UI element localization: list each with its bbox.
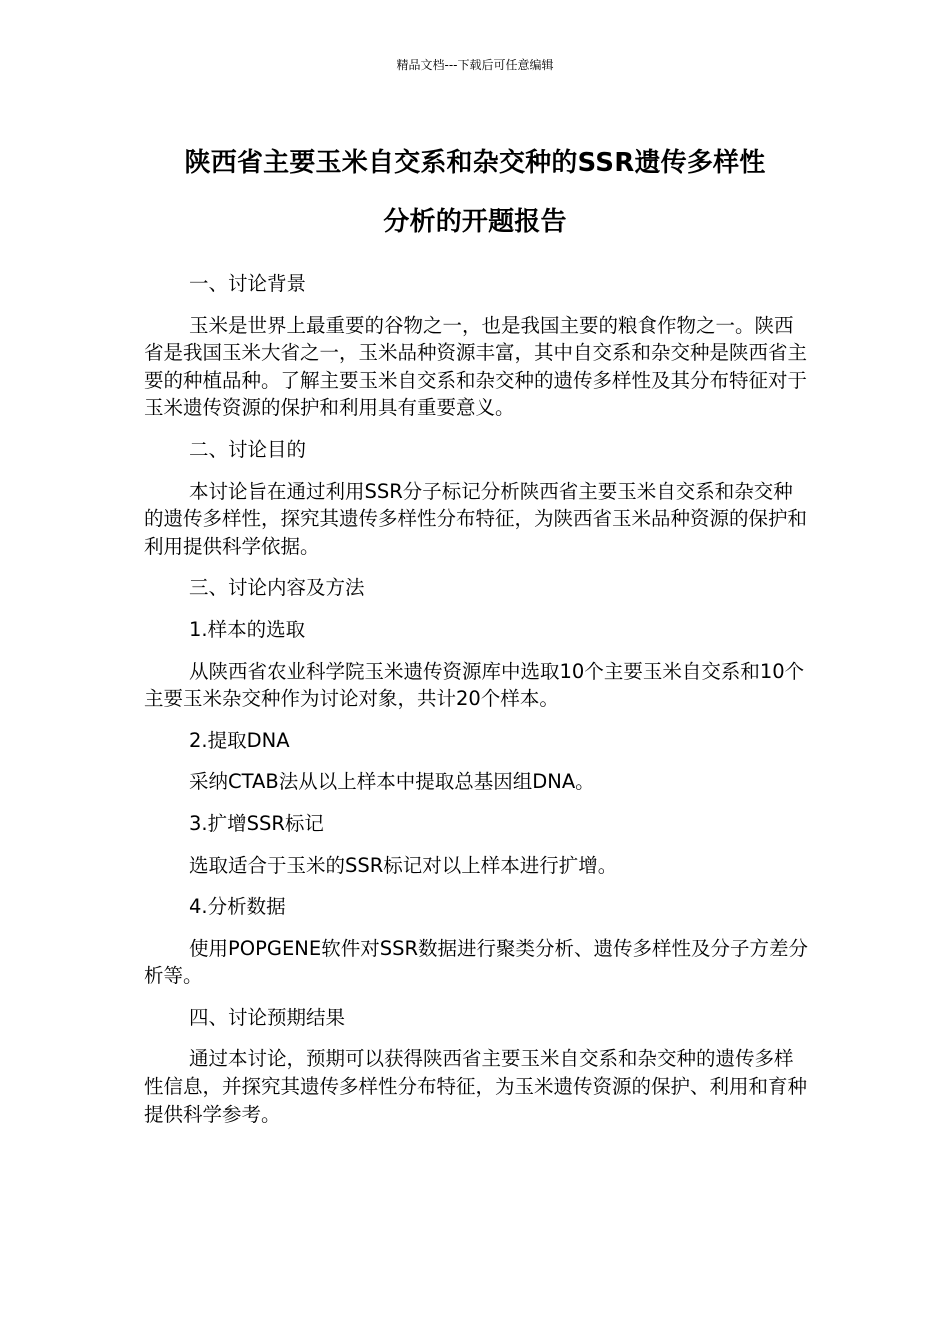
- title-line-2: 分析的开题报告: [383, 207, 567, 237]
- section-heading-purpose: 二、讨论目的: [189, 437, 307, 461]
- subsection-heading-sample-selection: 1.样本的选取: [189, 617, 306, 641]
- section-body-background: 玉米是世界上最重要的谷物之一，也是我国主要的粮食作物之一。陕西省是我国玉米大省之一，玉米品种资源丰富，其中自交系和杂交种是陕西省主要的种植品种。了解主要玉米自交系和杂交种的遗传多样性及其分布特征对于玉米遗传资源的保护和利用具有重要意义。: [144, 313, 808, 420]
- subsection-heading-ssr-amplification: 3.扩增SSR标记: [189, 811, 324, 835]
- title-line-1: 陕西省主要玉米自交系和杂交种的SSR遗传多样性: [184, 148, 766, 178]
- section-heading-methods: 三、讨论内容及方法: [189, 576, 365, 600]
- subsection-body-dna-extraction: 采纳CTAB法从以上样本中提取总基因组DNA。: [189, 770, 595, 794]
- subsection-body-ssr-amplification: 选取适合于玉米的SSR标记对以上样本进行扩增。: [189, 853, 618, 877]
- document-title: [120, 134, 830, 252]
- header-note: 精品文档---下载后可任意编辑: [396, 58, 554, 72]
- subsection-body-sample-selection: 从陕西省农业科学院玉米遗传资源库中选取10个主要玉米自交系和10个主要玉米杂交种作为讨论对象，共计20个样本。: [144, 659, 805, 711]
- subsection-heading-dna-extraction: 2.提取DNA: [189, 728, 290, 752]
- subsection-heading-data-analysis: 4.分析数据: [189, 895, 286, 919]
- subsection-body-data-analysis: 使用POPGENE软件对SSR数据进行聚类分析、遗传多样性及分子方差分析等。: [144, 936, 809, 988]
- section-heading-background: 一、讨论背景: [189, 272, 307, 295]
- section-heading-expected-results: 四、讨论预期结果: [189, 1005, 346, 1029]
- section-body-purpose: 本讨论旨在通过利用SSR分子标记分析陕西省主要玉米自交系和杂交种的遗传多样性，探究其遗传多样性分布特征，为陕西省玉米品种资源的保护和利用提供科学依据。: [144, 479, 808, 558]
- document-body: [144, 270, 810, 1142]
- section-body-expected-results: 通过本讨论，预期可以获得陕西省主要玉米自交系和杂交种的遗传多样性信息，并探究其遗传多样性分布特征，为玉米遗传资源的保护、利用和育种提供科学参考。: [144, 1047, 808, 1126]
